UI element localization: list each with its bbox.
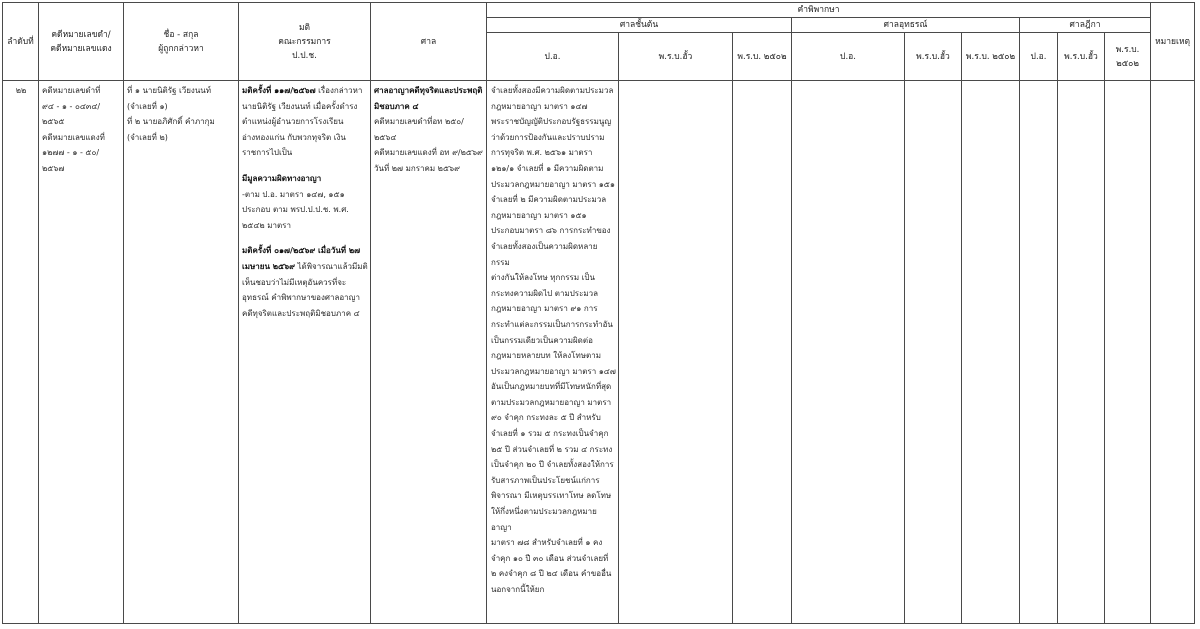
cell-supreme-bid-act (1058, 81, 1105, 624)
cell-remarks (1151, 81, 1195, 624)
cell-supreme-act-2502 (1105, 81, 1151, 624)
cell-court (371, 81, 487, 624)
header-supreme-criminal-code: ป.อ. (1020, 33, 1058, 81)
header-court-appeal: ศาลอุทธรณ์ (792, 18, 1020, 33)
cell-first-bid-act (619, 81, 733, 624)
resolution-heading: มีมูลความผิดทางอาญา (242, 173, 322, 183)
header-remarks: หมายเหตุ (1151, 3, 1195, 81)
cell-case-no: คดีหมายเลขดำที่ ๙๔ - ๑ - ๐๔๓๔/ ๒๕๖๕ คดีหมายเลขแดงที่ ๑๒๗๗ - ๑ - ๕๐/ ๒๕๖๗ (39, 81, 124, 624)
case-table (2, 2, 1195, 624)
resolution-meeting-1: มติครั้งที่ ๑๑๗/๒๕๖๗ (242, 86, 316, 95)
cell-name: ที่ ๑ นายนิติรัฐ เวียงนนท์ (จำเลยที่ ๑) ที่ ๒ นายอภิศักดิ์ คำภากุม (จำเลยที่ ๒) (124, 81, 239, 624)
cell-supreme-criminal-code (1020, 81, 1058, 624)
header-first-act-2502: พ.ร.บ. ๒๕๐๒ (733, 33, 792, 81)
cell-first-act-2502 (733, 81, 792, 624)
resolution-meeting-1-text: เรื่องกล่าวหา นายนิติรัฐ เวียงนนท์ เมื่อครั้งดำรงตำแหน่งผู้อำนวยการโรงเรียนอ่างทองแก่น กับพวกทุจริต เงินราชการไปเป็น (242, 86, 363, 158)
table-row (3, 81, 1195, 624)
resolution-meeting-2-text: ได้พิจารณาแล้วมีมติเห็นชอบว่าไม่มีเหตุอันควรที่จะอุทธรณ์ คำพิพากษาของศาลอาญาคดีทุจริตและประพฤติมิชอบภาค ๔ (242, 261, 368, 318)
cell-resolution (239, 81, 371, 624)
header-appeal-criminal-code: ป.อ. (792, 33, 905, 81)
resolution-legal-basis: -ตาม ป.อ. มาตรา ๑๔๗, ๑๕๑ ประกอบ ตาม พรป.ป.ป.ช. พ.ศ. ๒๕๔๒ มาตรา (242, 189, 349, 230)
cell-seq: ๒๒ (3, 81, 39, 624)
header-first-bid-act: พ.ร.บ.ฮั้ว (619, 33, 733, 81)
header-first-criminal-code: ป.อ. (487, 33, 619, 81)
cell-judgment-first-criminal-code: จำเลยทั้งสองมีความผิดตามประมวล กฎหมายอาญา มาตรา ๑๔๗ พระราชบัญญัติประกอบรัฐธรรมนูญ ว่าด้วยการป้องกันและปราบปราม การทุจริต พ.ศ. ๒๕๖๑ มาตรา ๑๒๑/๑ จำเลยที่ ๑ มีความผิดตาม ประมวลกฎหมายอาญา มาตรา ๑๕๑ จำเลยที่ ๒ มีความผิดตามประมวล กฎหมายอาญา มาตรา ๑๕๑ ประกอบมาตรา ๘๖ การกระทำของ จำเลยทั้งสองเป็นความผิดหลายกรรม ต่างกันให้ลงโทษ ทุกกรรม เป็น กระทงความผิดไป ตามประมวล กฎหมายอาญา มาตรา ๙๑ การ กระทำแต่ละกรรมเป็นการกระทำอัน เป็นกรรมเดียวเป็นความผิดต่อ กฎหมายหลายบท ให้ลงโทษตาม ประมวลกฎหมายอาญา มาตรา ๑๔๗ อันเป็นกฎหมายบทที่มีโทษหนักที่สุด ตามประมวลกฎหมายอาญา มาตรา ๙๐ จำคุก กระทงละ ๕ ปี สำหรับ จำเลยที่ ๑ รวม ๕ กระทงเป็นจำคุก ๒๕ ปี ส่วนจำเลยที่ ๒ รวม ๔ กระทง เป็นจำคุก ๒๐ ปี จำเลยทั้งสองให้การ รับสารภาพเป็นประโยชน์แก่การ พิจารณา มีเหตุบรรเทาโทษ ลดโทษ ให้กึ่งหนึ่งตามประมวลกฎหมายอาญา มาตรา ๗๘ สำหรับจำเลยที่ ๑ คง จำคุก ๑๐ ปี ๓๐ เดือน ส่วนจำเลยที่ ๒ คงจำคุก ๘ ปี ๒๔ เดือน คำขออื่น นอกจากนี้ให้ยก (487, 81, 619, 624)
header-court-first: ศาลชั้นต้น (487, 18, 792, 33)
header-case-no: คดีหมายเลขดำ/ คดีหมายเลขแดง (39, 3, 124, 81)
header-court-supreme: ศาลฎีกา (1020, 18, 1151, 33)
header-supreme-bid-act: พ.ร.บ.ฮั้ว (1058, 33, 1105, 81)
header-supreme-act-2502: พ.ร.บ. ๒๕๐๒ (1105, 33, 1151, 81)
case-table-sheet (2, 2, 1194, 624)
header-seq: ลำดับที่ (3, 3, 39, 81)
resolution-meeting-2: มติครั้งที่ ๐๑๗/๒๕๖๙ เมื่อวันที่ ๒๗ เมษายน ๒๕๖๙ (242, 246, 361, 271)
court-name: ศาลอาญาคดีทุจริตและประพฤติมิชอบภาค ๔ (374, 86, 483, 111)
cell-appeal-criminal-code (792, 81, 905, 624)
header-appeal-bid-act: พ.ร.บ.ฮั้ว (905, 33, 962, 81)
header-resolution: มติ คณะกรรมการ ป.ป.ช. (239, 3, 371, 81)
cell-appeal-act-2502 (962, 81, 1020, 624)
court-details: คดีหมายเลขดำที่อท ๒๕๐/ ๒๕๖๔ คดีหมายเลขแดงที่ อท ๙/๒๕๖๙ วันที่ ๒๗ มกราคม ๒๕๖๙ (374, 117, 483, 173)
header-name: ชื่อ - สกุล ผู้ถูกกล่าวหา (124, 3, 239, 81)
cell-appeal-bid-act (905, 81, 962, 624)
header-appeal-act-2502: พ.ร.บ. ๒๕๐๒ (962, 33, 1020, 81)
header-verdict: คำพิพากษา (487, 3, 1151, 18)
header-court: ศาล (371, 3, 487, 81)
